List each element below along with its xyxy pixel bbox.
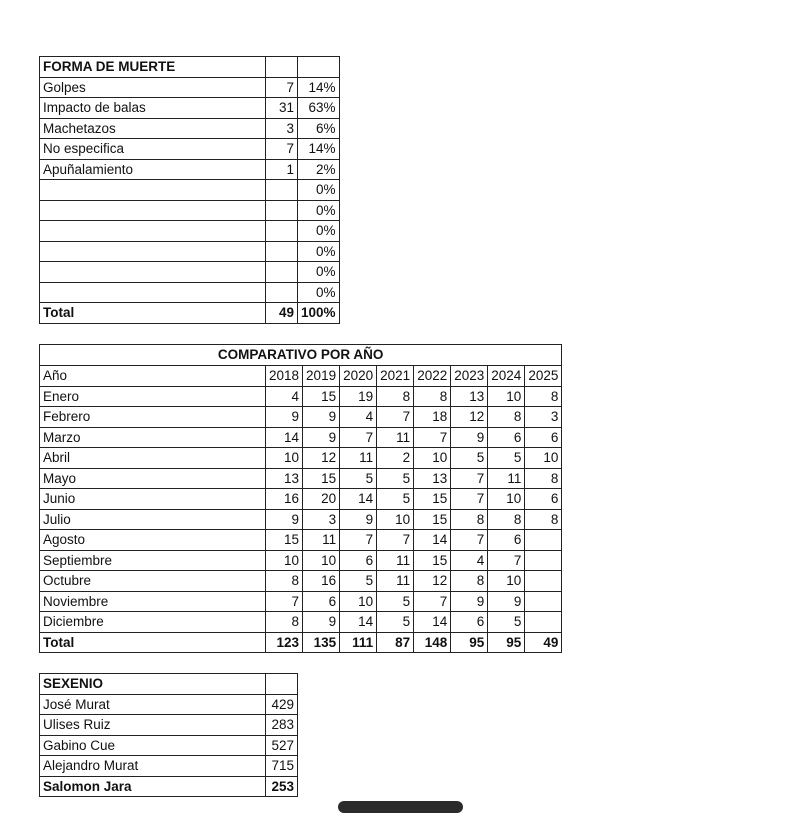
cause-count: 31	[266, 98, 298, 119]
cause-percent: 0%	[298, 262, 340, 283]
month-value: 15	[414, 489, 451, 510]
table-row	[40, 468, 562, 489]
month-value: 12	[303, 448, 340, 469]
total-percent: 100%	[298, 303, 340, 324]
cause-percent: 6%	[298, 118, 340, 139]
table-row	[40, 407, 562, 428]
month-value: 7	[377, 530, 414, 551]
month-value: 9	[303, 612, 340, 633]
cause-count: 1	[266, 159, 298, 180]
cause-label	[40, 180, 266, 201]
home-indicator[interactable]	[338, 801, 463, 813]
year-header: 2023	[451, 366, 488, 387]
year-total: 49	[525, 632, 562, 653]
month-value: 7	[340, 530, 377, 551]
cause-label: No especifica	[40, 139, 266, 160]
month-value: 11	[377, 571, 414, 592]
cause-label: Golpes	[40, 77, 266, 98]
comparativo-table	[39, 344, 562, 653]
table-row	[40, 509, 562, 530]
month-value: 8	[266, 612, 303, 633]
month-value: 8	[525, 386, 562, 407]
cause-percent: 0%	[298, 221, 340, 242]
month-label: Septiembre	[40, 550, 266, 571]
year-total: 135	[303, 632, 340, 653]
governor-count: 429	[266, 694, 298, 715]
month-value: 11	[377, 550, 414, 571]
month-value: 11	[303, 530, 340, 551]
cause-percent: 14%	[298, 77, 340, 98]
cause-percent: 0%	[298, 282, 340, 303]
month-label: Febrero	[40, 407, 266, 428]
governor-name: Alejandro Murat	[40, 756, 266, 777]
table-row	[40, 735, 298, 756]
table-row	[40, 262, 340, 283]
month-value: 6	[303, 591, 340, 612]
comparativo-title-row	[40, 345, 562, 366]
month-value: 15	[303, 386, 340, 407]
comparativo-title: COMPARATIVO POR AÑO	[40, 345, 562, 366]
table-row	[40, 591, 562, 612]
month-value: 7	[377, 407, 414, 428]
month-value: 8	[525, 468, 562, 489]
month-value: 16	[303, 571, 340, 592]
year-header: 2022	[414, 366, 451, 387]
month-label: Julio	[40, 509, 266, 530]
month-value: 3	[303, 509, 340, 530]
month-label: Octubre	[40, 571, 266, 592]
month-value: 9	[266, 407, 303, 428]
month-value: 7	[414, 427, 451, 448]
month-value: 10	[525, 448, 562, 469]
cause-percent: 63%	[298, 98, 340, 119]
month-value: 7	[451, 468, 488, 489]
cause-label	[40, 282, 266, 303]
month-value: 8	[525, 509, 562, 530]
cause-count	[266, 241, 298, 262]
year-header-row	[40, 366, 562, 387]
table-row	[40, 489, 562, 510]
month-value: 6	[340, 550, 377, 571]
month-value: 19	[340, 386, 377, 407]
table-row	[40, 241, 340, 262]
month-value: 4	[340, 407, 377, 428]
governor-count: 527	[266, 735, 298, 756]
table-header-row	[40, 674, 298, 695]
table-row	[40, 715, 298, 736]
month-value: 6	[451, 612, 488, 633]
month-value: 10	[377, 509, 414, 530]
month-value: 10	[303, 550, 340, 571]
table-row	[40, 448, 562, 469]
month-value: 6	[525, 427, 562, 448]
cause-label	[40, 200, 266, 221]
month-value: 16	[266, 489, 303, 510]
cause-count	[266, 180, 298, 201]
cause-label: Machetazos	[40, 118, 266, 139]
year-total: 148	[414, 632, 451, 653]
month-value	[525, 530, 562, 551]
table-row	[40, 159, 340, 180]
month-value: 20	[303, 489, 340, 510]
month-value: 14	[414, 612, 451, 633]
month-value: 6	[488, 530, 525, 551]
cause-count: 7	[266, 139, 298, 160]
month-label: Abril	[40, 448, 266, 469]
month-value: 8	[266, 571, 303, 592]
cause-percent: 0%	[298, 180, 340, 201]
year-header-label: Año	[40, 366, 266, 387]
total-row	[40, 632, 562, 653]
sexenio-title: SEXENIO	[40, 674, 266, 695]
year-total: 111	[340, 632, 377, 653]
governor-count: 715	[266, 756, 298, 777]
governor-name: Gabino Cue	[40, 735, 266, 756]
month-value: 6	[488, 427, 525, 448]
month-label: Enero	[40, 386, 266, 407]
month-value: 9	[266, 509, 303, 530]
cause-label	[40, 262, 266, 283]
month-label: Diciembre	[40, 612, 266, 633]
month-value: 9	[488, 591, 525, 612]
month-value: 5	[377, 612, 414, 633]
cause-count	[266, 262, 298, 283]
month-value	[525, 550, 562, 571]
month-value: 15	[414, 550, 451, 571]
month-value: 5	[488, 448, 525, 469]
month-value: 9	[451, 591, 488, 612]
month-value: 6	[525, 489, 562, 510]
month-value: 8	[377, 386, 414, 407]
month-value: 8	[451, 571, 488, 592]
month-value: 10	[266, 448, 303, 469]
month-value: 2	[377, 448, 414, 469]
governor-name: Salomon Jara	[40, 776, 266, 797]
month-value: 10	[266, 550, 303, 571]
year-total: 95	[488, 632, 525, 653]
month-value	[525, 571, 562, 592]
table-row	[40, 180, 340, 201]
total-label: Total	[40, 303, 266, 324]
cause-label: Impacto de balas	[40, 98, 266, 119]
cause-percent: 14%	[298, 139, 340, 160]
month-value: 5	[340, 468, 377, 489]
month-label: Marzo	[40, 427, 266, 448]
month-value: 9	[303, 427, 340, 448]
year-total: 123	[266, 632, 303, 653]
month-value: 10	[488, 571, 525, 592]
month-value: 5	[340, 571, 377, 592]
month-value: 7	[266, 591, 303, 612]
cause-percent: 0%	[298, 200, 340, 221]
month-value: 15	[303, 468, 340, 489]
table-row	[40, 221, 340, 242]
month-value: 11	[488, 468, 525, 489]
month-label: Noviembre	[40, 591, 266, 612]
year-header: 2025	[525, 366, 562, 387]
empty-cell	[266, 674, 298, 695]
governor-count: 253	[266, 776, 298, 797]
month-value: 14	[340, 489, 377, 510]
year-header: 2019	[303, 366, 340, 387]
month-value: 10	[340, 591, 377, 612]
governor-name: José Murat	[40, 694, 266, 715]
cause-count	[266, 200, 298, 221]
month-value: 9	[303, 407, 340, 428]
empty-cell	[266, 57, 298, 78]
table-row	[40, 612, 562, 633]
cause-count	[266, 221, 298, 242]
table-row	[40, 571, 562, 592]
table-row	[40, 200, 340, 221]
month-value: 9	[451, 427, 488, 448]
month-value: 5	[377, 591, 414, 612]
month-value: 14	[414, 530, 451, 551]
month-value: 4	[266, 386, 303, 407]
month-value: 5	[451, 448, 488, 469]
month-value: 5	[488, 612, 525, 633]
sexenio-table	[39, 673, 298, 797]
cause-label: Apuñalamiento	[40, 159, 266, 180]
year-total: 95	[451, 632, 488, 653]
month-value: 7	[488, 550, 525, 571]
table-row	[40, 386, 562, 407]
month-value: 7	[451, 530, 488, 551]
forma-de-muerte-table	[39, 56, 340, 324]
month-value: 7	[414, 591, 451, 612]
table-row	[40, 118, 340, 139]
table-row	[40, 282, 340, 303]
month-value: 10	[414, 448, 451, 469]
month-value: 8	[451, 509, 488, 530]
month-label: Mayo	[40, 468, 266, 489]
month-value: 11	[377, 427, 414, 448]
month-value: 9	[340, 509, 377, 530]
month-value: 15	[266, 530, 303, 551]
table-row	[40, 98, 340, 119]
empty-cell	[298, 57, 340, 78]
cause-label	[40, 241, 266, 262]
year-header: 2018	[266, 366, 303, 387]
month-value: 18	[414, 407, 451, 428]
governor-name: Ulises Ruiz	[40, 715, 266, 736]
month-value: 14	[340, 612, 377, 633]
month-value: 14	[266, 427, 303, 448]
year-header: 2021	[377, 366, 414, 387]
cause-count	[266, 282, 298, 303]
month-value: 13	[266, 468, 303, 489]
month-value: 8	[414, 386, 451, 407]
year-total: 87	[377, 632, 414, 653]
month-value: 12	[414, 571, 451, 592]
month-value: 10	[488, 386, 525, 407]
month-value: 8	[488, 509, 525, 530]
cause-count: 3	[266, 118, 298, 139]
month-value: 7	[451, 489, 488, 510]
year-header: 2020	[340, 366, 377, 387]
table-row	[40, 694, 298, 715]
total-count: 49	[266, 303, 298, 324]
month-value	[525, 612, 562, 633]
month-value: 5	[377, 489, 414, 510]
month-value: 5	[377, 468, 414, 489]
month-value: 13	[414, 468, 451, 489]
total-row	[40, 303, 340, 324]
cause-percent: 0%	[298, 241, 340, 262]
month-value: 8	[488, 407, 525, 428]
governor-count: 283	[266, 715, 298, 736]
cause-percent: 2%	[298, 159, 340, 180]
table-row	[40, 550, 562, 571]
table-row	[40, 776, 298, 797]
table-row	[40, 530, 562, 551]
table-row	[40, 427, 562, 448]
month-label: Junio	[40, 489, 266, 510]
total-label: Total	[40, 632, 266, 653]
cause-count: 7	[266, 77, 298, 98]
month-value: 13	[451, 386, 488, 407]
month-value: 10	[488, 489, 525, 510]
table-row	[40, 139, 340, 160]
month-value: 3	[525, 407, 562, 428]
table-header-row	[40, 57, 340, 78]
forma-de-muerte-title: FORMA DE MUERTE	[40, 57, 266, 78]
month-value: 15	[414, 509, 451, 530]
year-header: 2024	[488, 366, 525, 387]
table-row	[40, 756, 298, 777]
month-value: 12	[451, 407, 488, 428]
month-value: 7	[340, 427, 377, 448]
month-value	[525, 591, 562, 612]
month-value: 4	[451, 550, 488, 571]
cause-label	[40, 221, 266, 242]
month-label: Agosto	[40, 530, 266, 551]
table-row	[40, 77, 340, 98]
month-value: 11	[340, 448, 377, 469]
